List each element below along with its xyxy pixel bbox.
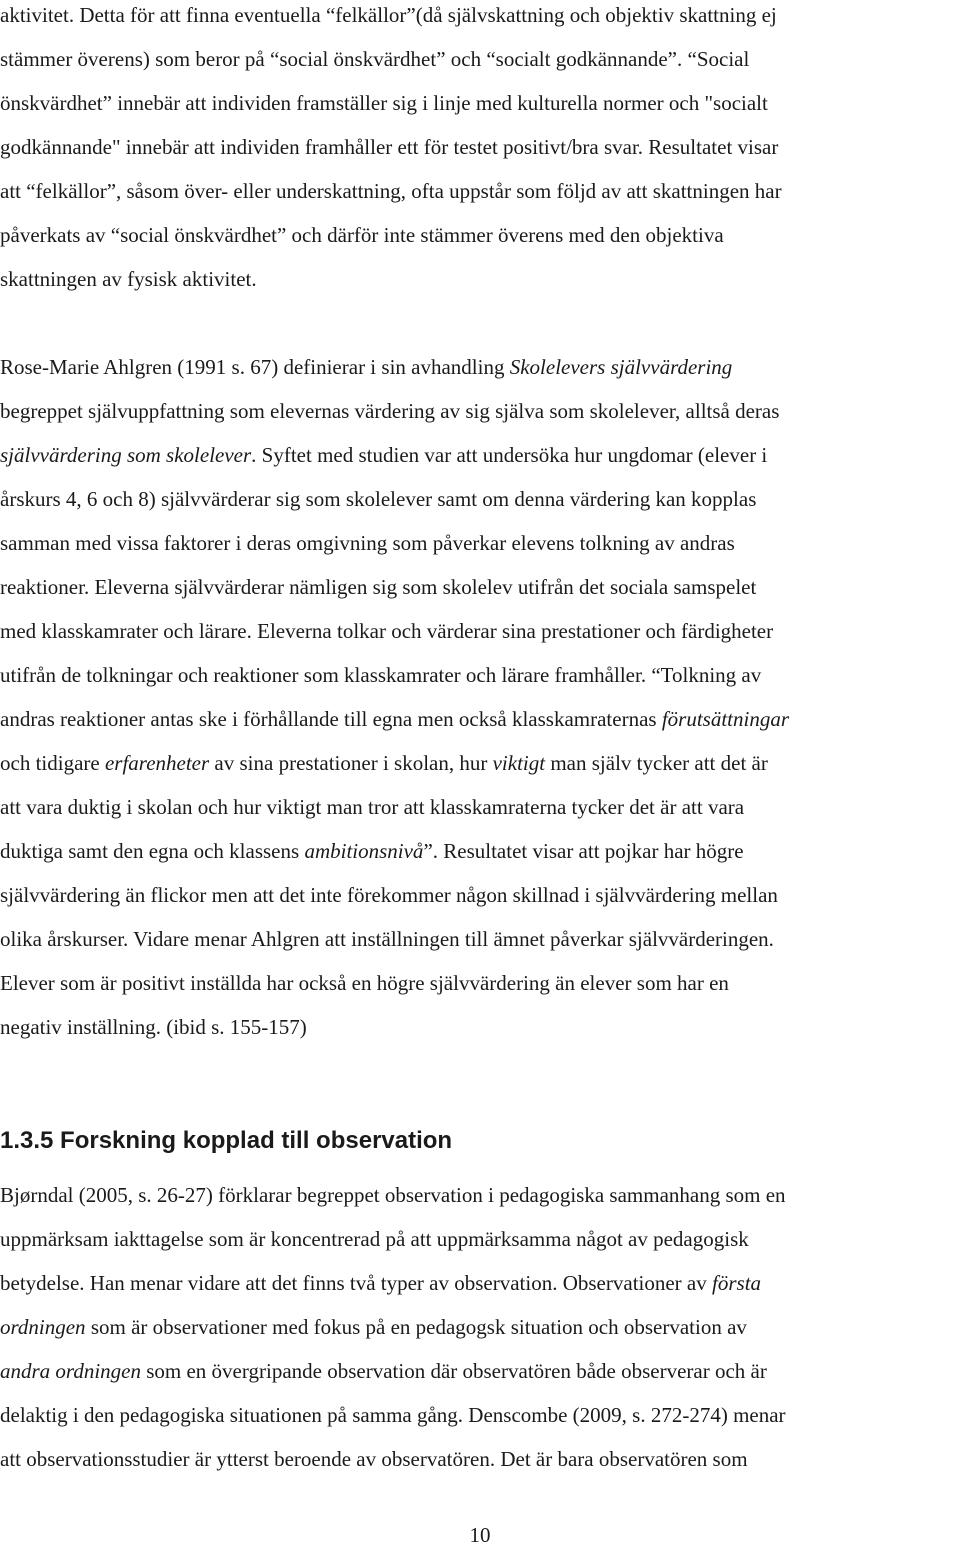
text-line: godkännande" innebär att individen framhåller ett för testet positivt/bra svar. Resultatet visar [0, 135, 779, 159]
text-line: påverkats av “social önskvärdhet” och därför inte stämmer överens med den objektiva [0, 223, 724, 247]
text-line: aktivitet. Detta för att finna eventuella “felkällor”(då självskattning och objektiv skattning ej [0, 3, 777, 27]
text-line [0, 442, 767, 468]
text-line: att vara duktig i skolan och hur viktigt man tror att klasskamraterna tycker det är att vara [0, 795, 745, 819]
text-run: Rose-Marie Ahlgren (1991 s. 67) definierar i sin avhandling [0, 355, 510, 379]
page-number: 10 [469, 1523, 491, 1547]
italic-term: ordningen [0, 1315, 86, 1339]
text-line: begreppet självuppfattning som elevernas värdering av sig själva som skolelever, alltså deras [0, 399, 780, 423]
italic-title: Skolelevers självvärdering [509, 355, 733, 379]
text-line [0, 1270, 761, 1296]
text-run: ”. Resultatet visar att pojkar har högre [423, 839, 744, 863]
text-run: . Syftet med studien var att undersöka hur ungdomar (elever i [251, 443, 768, 467]
text-line [0, 706, 789, 732]
italic-term: självvärdering som skolelever [0, 443, 252, 467]
text-line [0, 838, 744, 864]
text-line: stämmer överens) som beror på “social önskvärdhet” och “socialt godkännande”. “Social [0, 47, 750, 71]
text-line: skattningen av fysisk aktivitet. [0, 267, 257, 291]
italic-term: andra ordningen [0, 1359, 141, 1383]
text-line [0, 1358, 767, 1384]
text-run: duktiga samt den egna och klassens [0, 839, 305, 863]
text-run: som är observationer med fokus på en pedagogsk situation och observation av [85, 1315, 747, 1339]
text-line: samman med vissa faktorer i deras omgivning som påverkar elevens tolkning av andras [0, 531, 735, 555]
text-line: årskurs 4, 6 och 8) självvärderar sig som skolelever samt om denna värdering kan kopplas [0, 487, 757, 511]
text-line: utifrån de tolkningar och reaktioner som klasskamrater och lärare framhåller. “Tolkning av [0, 663, 762, 687]
italic-term: första [712, 1271, 762, 1295]
text-run: man själv tycker att det är [545, 751, 768, 775]
text-line: olika årskurser. Vidare menar Ahlgren att inställningen till ämnet påverkar självvärderingen. [0, 927, 774, 951]
text-line: reaktioner. Eleverna självvärderar nämligen sig som skolelev utifrån det sociala samspelet [0, 575, 757, 599]
text-line: att observationsstudier är ytterst beroende av observatören. Det är bara observatören som [0, 1447, 748, 1471]
italic-term: ambitionsnivå [304, 839, 424, 863]
section-heading: 1.3.5 Forskning kopplad till observation [0, 1127, 453, 1154]
text-run: andras reaktioner antas ske i förhållande till egna men också klasskamraternas [0, 707, 662, 731]
text-line [0, 750, 768, 776]
text-line: negativ inställning. (ibid s. 155-157) [0, 1015, 307, 1039]
text-line [0, 354, 732, 380]
text-line: önskvärdhet” innebär att individen framställer sig i linje med kulturella normer och "socialt [0, 91, 768, 115]
text-line [0, 1314, 747, 1340]
italic-term: viktigt [492, 751, 546, 775]
text-line: självvärdering än flickor men att det inte förekommer någon skillnad i självvärdering mellan [0, 883, 778, 907]
text-line: Bjørndal (2005, s. 26-27) förklarar begreppet observation i pedagogiska sammanhang som en [0, 1183, 786, 1207]
text-line: uppmärksam iakttagelse som är koncentrerad på att uppmärksamma något av pedagogisk [0, 1227, 749, 1251]
text-run: betydelse. Han menar vidare att det finns två typer av observation. Observationer av [0, 1271, 713, 1295]
text-run: av sina prestationer i skolan, hur [209, 751, 493, 775]
italic-term: erfarenheter [104, 751, 210, 775]
text-run: och tidigare [0, 751, 105, 775]
text-line: delaktig i den pedagogiska situationen på samma gång. Denscombe (2009, s. 272-274) menar [0, 1403, 786, 1427]
italic-term: förutsättningar [661, 707, 790, 731]
text-run: som en övergripande observation där observatören både observerar och är [140, 1359, 767, 1383]
text-line: att “felkällor”, såsom över- eller underskattning, ofta uppstår som följd av att skattningen har [0, 179, 782, 203]
text-line: med klasskamrater och lärare. Eleverna tolkar och värderar sina prestationer och färdigheter [0, 619, 774, 643]
text-line: Elever som är positivt inställda har också en högre självvärdering än elever som har en [0, 971, 729, 995]
